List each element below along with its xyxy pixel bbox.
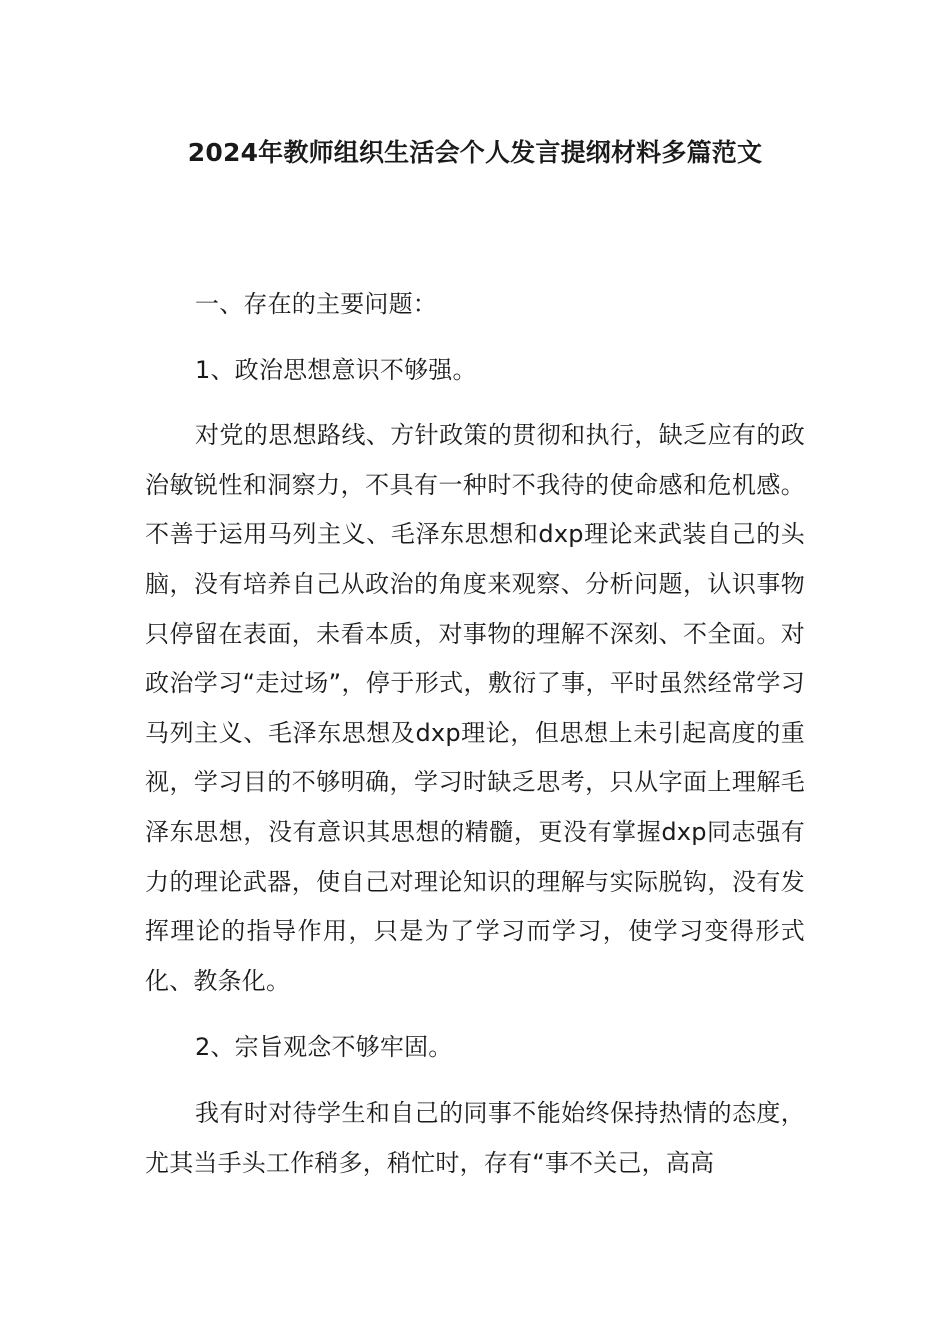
section-heading-problems: 一、存在的主要问题：	[195, 290, 437, 318]
subsection-heading-political-awareness: 1、政治思想意识不够强。	[195, 355, 477, 384]
document-title: 2024年教师组织生活会个人发言提纲材料多篇范文	[187, 138, 763, 167]
body-paragraph-purpose-concept: 我有时对待学生和自己的同事不能始终保持热情的态度，尤其当手头工作稍多，稍忙时，存有“事不关己，高高	[145, 1098, 805, 1177]
body-paragraph-political-awareness: 对党的思想路线、方针政策的贯彻和执行，缺乏应有的政治敏锐性和洞察力，不具有一种时不我待的使命感和危机感。不善于运用马列主义、毛泽东思想和dxp理论来武装自己的头脑，没有培养自己从政治的角度来观察、分析问题，认识事物只停留在表面，未看本质，对事物的理解不深刻、不全面。对政治学习“走过场”，停于形式，敷衍了事，平时虽然经常学习马列主义、毛泽东思想及dxp理论，但思想上未引起高度的重视，学习目的不够明确，学习时缺乏思考，只从字面上理解毛泽东思想，没有意识其思想的精髓，更没有掌握dxp同志强有力的理论武器，使自己对理论知识的理解与实际脱钩，没有发挥理论的指导作用，只是为了学习而学习，使学习变得形式化、教条化。	[145, 421, 805, 995]
subsection-heading-purpose-concept: 2、宗旨观念不够牢固。	[195, 1033, 453, 1062]
document-body	[145, 280, 805, 1205]
